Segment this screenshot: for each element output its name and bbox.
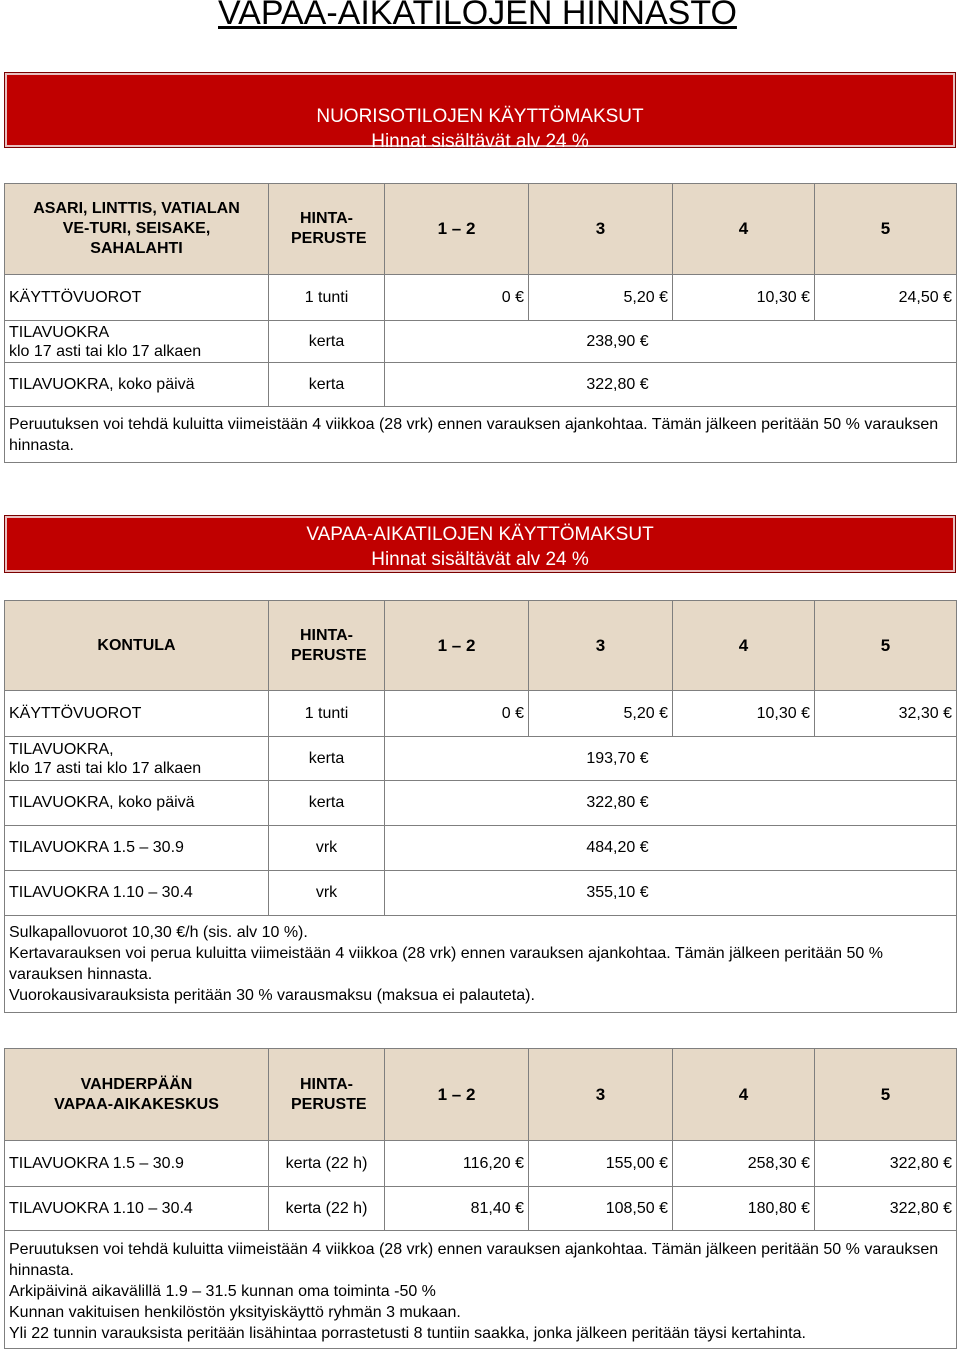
section2-banner-title: VAPAA-AIKATILOJEN KÄYTTÖMAKSUT xyxy=(306,524,654,545)
group-12-header: 1 – 2 xyxy=(385,1049,529,1141)
note-weekday-discount: Arkipäivinä aikavälillä 1.9 – 31.5 kunnan oma toiminta -50 % xyxy=(9,1283,436,1300)
row-label: TILAVUOKRA 1.10 – 30.4 xyxy=(5,871,269,916)
basis-header: HINTA-PERUSTE xyxy=(269,1049,385,1141)
page-title: VAPAA-AIKATILOJEN HINNASTO xyxy=(218,0,737,32)
row-label: KÄYTTÖVUOROT xyxy=(5,275,269,321)
row-label-line1: TILAVUOKRA xyxy=(9,323,110,341)
table-row xyxy=(5,321,957,363)
note-row xyxy=(5,407,957,463)
table-row xyxy=(5,781,957,826)
price-all-groups: 484,20 € xyxy=(385,826,957,871)
price-group-4: 10,30 € xyxy=(673,275,815,321)
row-label-line2: klo 17 asti tai klo 17 alkaen xyxy=(9,342,202,360)
row-label: TILAVUOKRA, koko päivä xyxy=(5,781,269,826)
group-3-header: 3 xyxy=(529,184,673,275)
basis-header: HINTA-PERUSTE xyxy=(269,184,385,275)
row-label xyxy=(5,737,269,781)
group-4-header: 4 xyxy=(673,184,815,275)
table-row xyxy=(5,275,957,321)
row-basis: 1 tunti xyxy=(269,691,385,737)
row-basis: kerta xyxy=(269,363,385,407)
table-row xyxy=(5,1187,957,1231)
group-4-header: 4 xyxy=(673,1049,815,1141)
price-all-groups: 322,80 € xyxy=(385,781,957,826)
note-cancellation: Peruutuksen voi tehdä kuluitta viimeistään 4 viikkoa (28 vrk) ennen varauksen ajankohtaa. Tämän jälkeen peritään 50 % varauksen hinnasta. xyxy=(9,1241,939,1279)
group-3-header: 3 xyxy=(529,1049,673,1141)
row-basis: kerta (22 h) xyxy=(269,1141,385,1187)
price-group-3: 155,00 € xyxy=(529,1141,673,1187)
section3-table xyxy=(4,1048,956,1349)
note-deposit: Vuorokausivarauksista peritään 30 % varausmaksu (maksua ei palauteta). xyxy=(9,987,535,1004)
row-basis: kerta xyxy=(269,781,385,826)
row-label xyxy=(5,321,269,363)
price-all-groups: 238,90 € xyxy=(385,321,957,363)
row-label-line2: klo 17 asti tai klo 17 alkaen xyxy=(9,759,202,777)
section1-header-row xyxy=(5,184,957,275)
row-basis: kerta xyxy=(269,321,385,363)
note-cancellation: Kertavarauksen voi perua kuluitta viimeistään 4 viikkoa (28 vrk) ennen varauksen ajankohtaa. Tämän jälkeen peritään 50 % varauksen hinnasta. xyxy=(9,945,883,983)
section1-banner xyxy=(4,72,956,152)
cancellation-note: Peruutuksen voi tehdä kuluitta viimeistään 4 viikkoa (28 vrk) ennen varauksen ajankohtaa. Tämän jälkeen peritään 50 % varauksen hinnasta. xyxy=(5,407,957,463)
price-group-3: 5,20 € xyxy=(529,691,673,737)
price-group-5: 32,30 € xyxy=(815,691,957,737)
price-group-4: 180,80 € xyxy=(673,1187,815,1231)
place-header-line2: VAPAA-AIKAKESKUS xyxy=(54,1095,219,1113)
note-staff-use: Kunnan vakituisen henkilöstön yksityiskäyttö ryhmän 3 mukaan. xyxy=(9,1304,461,1321)
place-header: KONTULA xyxy=(5,601,269,691)
section2-notes xyxy=(5,916,957,1013)
note-row xyxy=(5,916,957,1013)
table-row xyxy=(5,737,957,781)
section3-notes xyxy=(5,1231,957,1349)
note-badminton: Sulkapallovuorot 10,30 €/h (sis. alv 10 %). xyxy=(9,924,308,941)
group-12-header: 1 – 2 xyxy=(385,184,529,275)
price-group-5: 322,80 € xyxy=(815,1141,957,1187)
section3-header-row xyxy=(5,1049,957,1141)
table-row xyxy=(5,1141,957,1187)
row-basis: vrk xyxy=(269,871,385,916)
price-group-5: 322,80 € xyxy=(815,1187,957,1231)
section1-banner-title: NUORISOTILOJEN KÄYTTÖMAKSUT xyxy=(316,106,644,127)
price-all-groups: 193,70 € xyxy=(385,737,957,781)
group-4-header: 4 xyxy=(673,601,815,691)
table-row xyxy=(5,691,957,737)
price-group-5: 24,50 € xyxy=(815,275,957,321)
section2-banner xyxy=(4,515,956,573)
row-basis: kerta (22 h) xyxy=(269,1187,385,1231)
row-basis: vrk xyxy=(269,826,385,871)
place-header: ASARI, LINTTIS, VATIALAN VE-TURI, SEISAKE, SAHALAHTI xyxy=(5,184,269,275)
section2-banner-subtitle: Hinnat sisältävät alv 24 % xyxy=(371,549,589,570)
note-long-booking: Yli 22 tunnin varauksista peritään lisähintaa porrastetusti 8 tuntiin saakka, jonka jälkeen peritään täysi kertahinta. xyxy=(9,1325,806,1342)
place-header xyxy=(5,1049,269,1141)
row-label: TILAVUOKRA 1.10 – 30.4 xyxy=(5,1187,269,1231)
place-header-line1: VAHDERPÄÄN xyxy=(80,1075,193,1093)
price-group-12: 0 € xyxy=(385,691,529,737)
section1-banner-subtitle: Hinnat sisältävät alv 24 % xyxy=(371,131,589,152)
group-5-header: 5 xyxy=(815,184,957,275)
row-label: TILAVUOKRA, koko päivä xyxy=(5,363,269,407)
table-row xyxy=(5,826,957,871)
price-group-4: 258,30 € xyxy=(673,1141,815,1187)
group-5-header: 5 xyxy=(815,601,957,691)
price-group-3: 5,20 € xyxy=(529,275,673,321)
row-label: KÄYTTÖVUOROT xyxy=(5,691,269,737)
basis-header: HINTA-PERUSTE xyxy=(269,601,385,691)
price-group-4: 10,30 € xyxy=(673,691,815,737)
row-label: TILAVUOKRA 1.5 – 30.9 xyxy=(5,1141,269,1187)
section2-header-row xyxy=(5,601,957,691)
note-row xyxy=(5,1231,957,1349)
group-3-header: 3 xyxy=(529,601,673,691)
row-label-line1: TILAVUOKRA, xyxy=(9,740,114,758)
price-all-groups: 355,10 € xyxy=(385,871,957,916)
group-12-header: 1 – 2 xyxy=(385,601,529,691)
price-group-12: 0 € xyxy=(385,275,529,321)
table-row xyxy=(5,871,957,916)
price-group-12: 116,20 € xyxy=(385,1141,529,1187)
row-label: TILAVUOKRA 1.5 – 30.9 xyxy=(5,826,269,871)
section1-table xyxy=(4,183,956,463)
row-basis: 1 tunti xyxy=(269,275,385,321)
price-group-3: 108,50 € xyxy=(529,1187,673,1231)
price-group-12: 81,40 € xyxy=(385,1187,529,1231)
row-basis: kerta xyxy=(269,737,385,781)
price-all-groups: 322,80 € xyxy=(385,363,957,407)
table-row xyxy=(5,363,957,407)
group-5-header: 5 xyxy=(815,1049,957,1141)
section2-table xyxy=(4,600,956,1013)
